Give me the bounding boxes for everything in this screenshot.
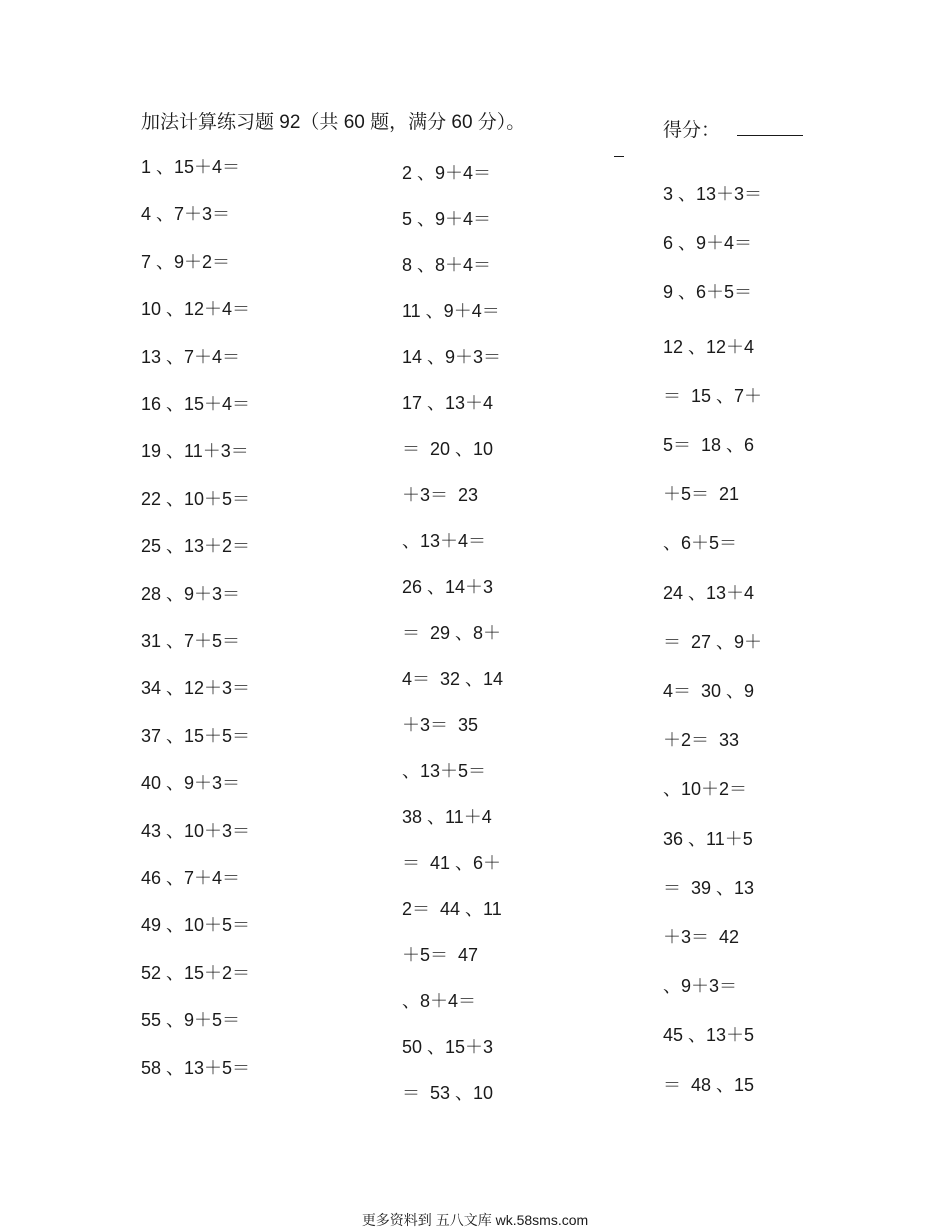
problem-line: 50 、15＋3 bbox=[402, 1037, 494, 1057]
problem-line: 10 、12＋4＝ bbox=[141, 299, 251, 319]
problem-line: 4＝ 30 、9 bbox=[663, 681, 755, 701]
problem-line: 46 、7＋4＝ bbox=[141, 868, 241, 888]
problem-line: 、13＋5＝ bbox=[402, 761, 487, 781]
problem-line: 49 、10＋5＝ bbox=[141, 915, 251, 935]
problem-line: 26 、14＋3 bbox=[402, 577, 494, 597]
problem-line: 14 、9＋3＝ bbox=[402, 347, 502, 367]
problem-line: 36 、11＋5 bbox=[663, 829, 753, 849]
problem-line: ＝ 27 、9＋ bbox=[663, 632, 763, 652]
problem-line: ＝ 29 、8＋ bbox=[402, 623, 502, 643]
problem-line: 、13＋4＝ bbox=[402, 531, 487, 551]
problem-line: 40 、9＋3＝ bbox=[141, 773, 241, 793]
problem-line: 、6＋5＝ bbox=[663, 533, 738, 553]
problem-line: 、8＋4＝ bbox=[402, 991, 477, 1011]
problem-line: ＋5＝ 47 bbox=[402, 945, 479, 965]
problem-line: 3 、13＋3＝ bbox=[663, 184, 763, 204]
problem-line: ＋2＝ 33 bbox=[663, 730, 740, 750]
problem-line: 13 、7＋4＝ bbox=[141, 347, 241, 367]
problem-line: 6 、9＋4＝ bbox=[663, 233, 753, 253]
problem-line: 2＝ 44 、11 bbox=[402, 899, 502, 919]
problem-line: 24 、13＋4 bbox=[663, 583, 755, 603]
problem-line: 5＝ 18 、6 bbox=[663, 435, 755, 455]
problem-line: 、10＋2＝ bbox=[663, 779, 748, 799]
problem-line: ＝ 41 、6＋ bbox=[402, 853, 502, 873]
problem-line: 31 、7＋5＝ bbox=[141, 631, 241, 651]
problem-line: 8 、8＋4＝ bbox=[402, 255, 492, 275]
problem-line: 17 、13＋4 bbox=[402, 393, 494, 413]
score-blank-line bbox=[737, 135, 803, 136]
problem-line: 34 、12＋3＝ bbox=[141, 678, 251, 698]
problem-line: 28 、9＋3＝ bbox=[141, 584, 241, 604]
problem-line: ＋5＝ 21 bbox=[663, 484, 740, 504]
problem-line: 16 、15＋4＝ bbox=[141, 394, 251, 414]
problem-line: 12 、12＋4 bbox=[663, 337, 755, 357]
problem-line: 58 、13＋5＝ bbox=[141, 1058, 251, 1078]
problem-line: 1 、15＋4＝ bbox=[141, 157, 241, 177]
problem-line: ＝ 20 、10 bbox=[402, 439, 494, 459]
problem-line: ＝ 53 、10 bbox=[402, 1083, 494, 1103]
problem-line: 22 、10＋5＝ bbox=[141, 489, 251, 509]
problem-line: ＝ 48 、15 bbox=[663, 1075, 755, 1095]
problem-line: 11 、9＋4＝ bbox=[402, 301, 500, 321]
problem-line: 55 、9＋5＝ bbox=[141, 1010, 241, 1030]
problem-line: ＝ 39 、13 bbox=[663, 878, 755, 898]
problem-line: 25 、13＋2＝ bbox=[141, 536, 251, 556]
problem-line: 4 、7＋3＝ bbox=[141, 204, 231, 224]
problem-line: ＝ 15 、7＋ bbox=[663, 386, 763, 406]
problem-line: 52 、15＋2＝ bbox=[141, 963, 251, 983]
problem-line: ＋3＝ 42 bbox=[663, 927, 740, 947]
problem-line: 38 、11＋4 bbox=[402, 807, 492, 827]
problem-line: ＋3＝ 35 bbox=[402, 715, 479, 735]
problem-line: 45 、13＋5 bbox=[663, 1025, 755, 1045]
footer-watermark: 更多资料到 五八文库 wk.58sms.com bbox=[361, 1212, 589, 1228]
problem-line: ＋3＝ 23 bbox=[402, 485, 479, 505]
problem-line: 7 、9＋2＝ bbox=[141, 252, 231, 272]
problem-line: 9 、6＋5＝ bbox=[663, 282, 753, 302]
problem-line: 43 、10＋3＝ bbox=[141, 821, 251, 841]
problem-line: 5 、9＋4＝ bbox=[402, 209, 492, 229]
problem-line: 37 、15＋5＝ bbox=[141, 726, 251, 746]
stray-underscore-mark bbox=[614, 156, 624, 157]
worksheet-title: 加法计算练习题 92（共 60 题，满分 60 分）。 bbox=[141, 112, 526, 133]
problem-line: 、9＋3＝ bbox=[663, 976, 738, 996]
problem-line: 4＝ 32 、14 bbox=[402, 669, 504, 689]
problem-line: 2 、9＋4＝ bbox=[402, 163, 492, 183]
problem-line: 19 、11＋3＝ bbox=[141, 441, 249, 461]
score-label: 得分： bbox=[663, 120, 721, 141]
